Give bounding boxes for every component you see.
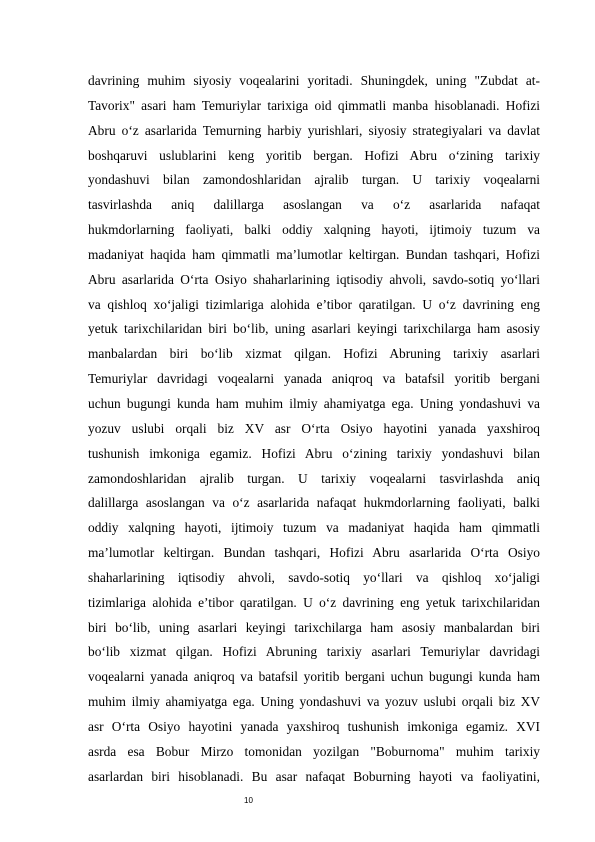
text-line: Temuriylar davridagi voqealarni yanada aniqroq va batafsil yoritib bergani bbox=[88, 371, 540, 387]
text-line: tizimlariga alohida e’tibor qaratilgan. U o‘z davrining eng yetuk tarixchilaridan bbox=[88, 594, 540, 610]
text-line: Abru asarlarida O‘rta Osiyo shaharlarining iqtisodiy ahvoli, savdo-sotiq yo‘llari bbox=[88, 271, 540, 287]
text-line: manbalardan biri bo‘lib xizmat qilgan. Hofizi Abruning tarixiy asarlari bbox=[88, 346, 540, 362]
text-line: voqealarni yanada aniqroq va batafsil yoritib bergani uchun bugungi kunda ham bbox=[88, 669, 540, 685]
text-line: dalillarga asoslangan va o‘z asarlarida nafaqat hukmdorlarning faoliyati, balki bbox=[88, 495, 540, 511]
text-line: yondashuvi bilan zamondoshlaridan ajralib turgan. U tarixiy voqealarni bbox=[88, 172, 540, 188]
text-line: hukmdorlarning faoliyati, balki oddiy xalqning hayoti, ijtimoiy tuzum va bbox=[88, 222, 540, 238]
text-line: oddiy xalqning hayoti, ijtimoiy tuzum va madaniyat haqida ham qimmatli bbox=[88, 520, 540, 536]
text-line: yozuv uslubi orqali biz XV asr O‘rta Osiyo hayotini yanada yaxshiroq bbox=[88, 420, 540, 436]
text-line: biri bo‘lib, uning asarlari keyingi tarixchilarga ham asosiy manbalardan biri bbox=[88, 619, 540, 635]
text-line: muhim ilmiy ahamiyatga ega. Uning yondashuvi va yozuv uslubi orqali biz XV bbox=[88, 694, 540, 710]
text-line: uchun bugungi kunda ham muhim ilmiy ahamiyatga ega. Uning yondashuvi va bbox=[88, 395, 540, 411]
text-line: ma’lumotlar keltirgan. Bundan tashqari, Hofizi Abru asarlarida O‘rta Osiyo bbox=[88, 545, 540, 561]
text-line: bo‘lib xizmat qilgan. Hofizi Abruning tarixiy asarlari Temuriylar davridagi bbox=[88, 644, 540, 660]
text-line: boshqaruvi uslublarini keng yoritib bergan. Hofizi Abru o‘zining tarixiy bbox=[88, 147, 540, 163]
page-number: 10 bbox=[244, 796, 253, 805]
text-line: asr O‘rta Osiyo hayotini yanada yaxshiroq tushunish imkoniga egamiz. XVI bbox=[88, 718, 540, 734]
document-body bbox=[88, 69, 540, 789]
text-line: Tavorix" asari ham Temuriylar tarixiga oid qimmatli manba hisoblanadi. Hofizi bbox=[88, 97, 540, 113]
text-line: davrining muhim siyosiy voqealarini yoritadi. Shuningdek, uning "Zubdat at- bbox=[88, 73, 540, 88]
text-line: madaniyat haqida ham qimmatli ma’lumotlar keltirgan. Bundan tashqari, Hofizi bbox=[88, 246, 540, 262]
text-line: zamondoshlaridan ajralib turgan. U tarixiy voqealarni tasvirlashda aniq bbox=[88, 470, 540, 486]
text-line: asrda esa Bobur Mirzo tomonidan yozilgan "Boburnoma" muhim tarixiy bbox=[88, 743, 540, 759]
text-line: Abru o‘z asarlarida Temurning harbiy yurishlari, siyosiy strategiyalari va davlat bbox=[88, 122, 540, 138]
text-line: asarlardan biri hisoblanadi. Bu asar nafaqat Boburning hayoti va faoliyatini, bbox=[88, 768, 540, 784]
text-line: tushunish imkoniga egamiz. Hofizi Abru o‘zining tarixiy yondashuvi bilan bbox=[88, 445, 540, 461]
text-line: tasvirlashda aniq dalillarga asoslangan va o‘z asarlarida nafaqat bbox=[88, 197, 540, 213]
text-line: yetuk tarixchilaridan biri bo‘lib, uning asarlari keyingi tarixchilarga ham asosiy bbox=[88, 321, 540, 337]
text-line: shaharlarining iqtisodiy ahvoli, savdo-sotiq yo‘llari va qishloq xo‘jaligi bbox=[88, 569, 540, 585]
text-line: va qishloq xo‘jaligi tizimlariga alohida e’tibor qaratilgan. U o‘z davrining eng bbox=[88, 296, 540, 312]
